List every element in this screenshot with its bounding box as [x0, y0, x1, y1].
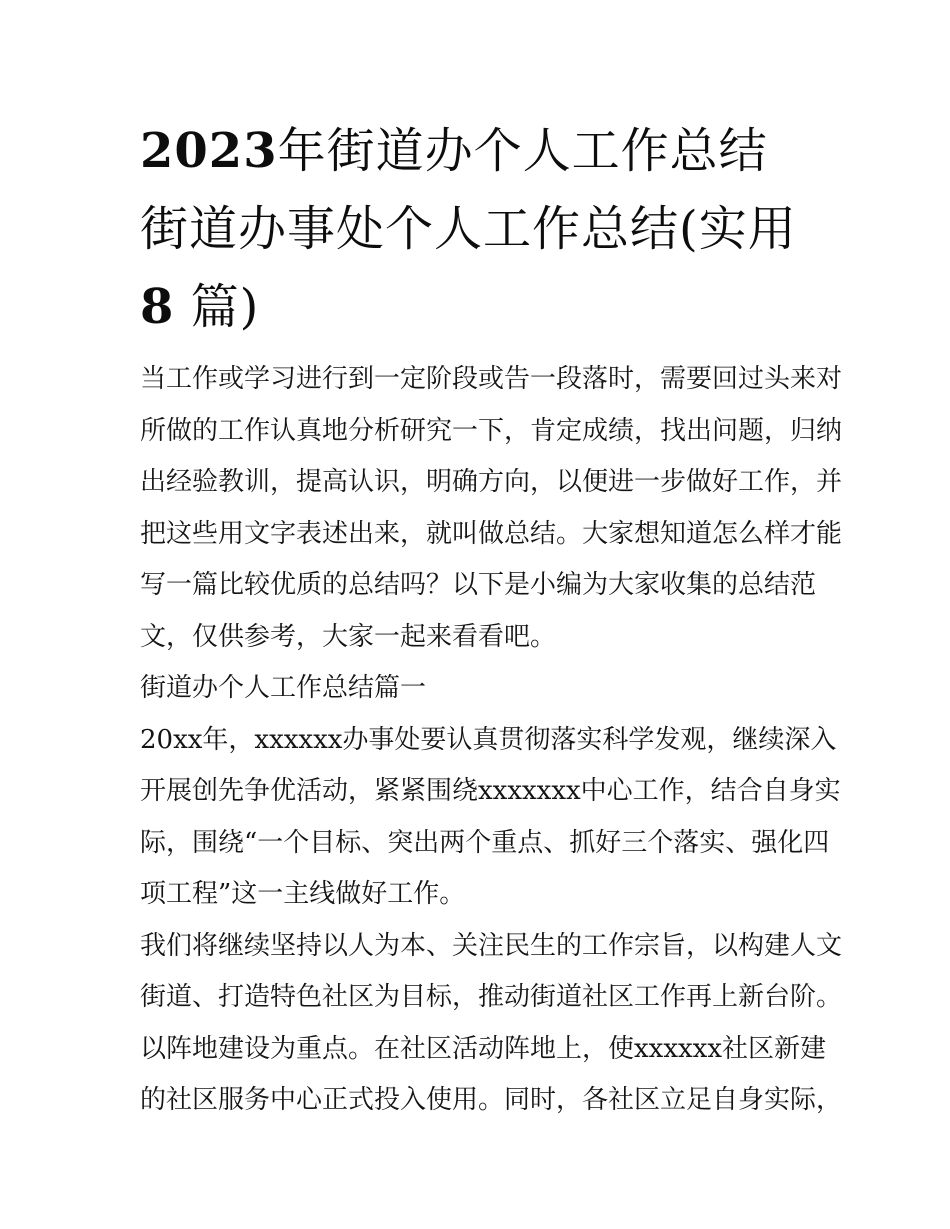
document-title [140, 112, 820, 346]
body-line: 所做的工作认真地分析研究一下，肯定成绩，找出问题，归纳 [140, 415, 843, 446]
body-line: 我们将继续坚持以人为本、关注民生的工作宗旨，以构建人文 [140, 930, 843, 961]
title-year: 2023 [140, 123, 278, 179]
body-line: 文，仅供参考，大家一起来看看吧。 [140, 621, 557, 652]
body-line: 项工程”这一主线做好工作。 [140, 879, 466, 909]
title-line-1 [140, 112, 820, 190]
body-line: 以阵地建设为重点。在社区活动阵地上，使xxxxxx社区新建 [140, 1033, 826, 1064]
title-line-3 [140, 268, 820, 346]
body-line: 开展创先争优活动，紧紧围绕xxxxxxx中心工作，结合自身实 [140, 776, 841, 806]
body-line: 街道、打造特色社区为目标，推动街道社区工作再上新台阶。 [140, 982, 843, 1012]
title-count: 8 [140, 279, 175, 335]
document-body [140, 354, 843, 1127]
body-line: 的社区服务中心正式投入使用。同时，各社区立足自身实际， [140, 1085, 843, 1115]
body-line: 20xx年，xxxxxx办事处要认真贯彻落实科学发观，继续深入 [140, 724, 837, 755]
body-line: 当工作或学习进行到一定阶段或告一段落时，需要回过头来对 [140, 364, 843, 394]
title-line-2: 街道办事处个人工作总结(实用 [140, 201, 797, 257]
body-line: 际，围绕“一个目标、突出两个重点、抓好三个落实、强化四 [140, 827, 830, 858]
title-line-1-text: 年街道办个人工作总结 [277, 123, 768, 179]
title-line-3-text: 篇) [174, 279, 260, 335]
body-line: 出经验教训，提高认识，明确方向，以便进一步做好工作，并 [140, 467, 843, 497]
body-line: 把这些用文字表述出来，就叫做总结。大家想知道怎么样才能 [140, 518, 843, 549]
section-heading: 街道办个人工作总结篇一 [140, 673, 427, 703]
body-line: 写一篇比较优质的总结吗？以下是小编为大家收集的总结范 [140, 570, 817, 600]
